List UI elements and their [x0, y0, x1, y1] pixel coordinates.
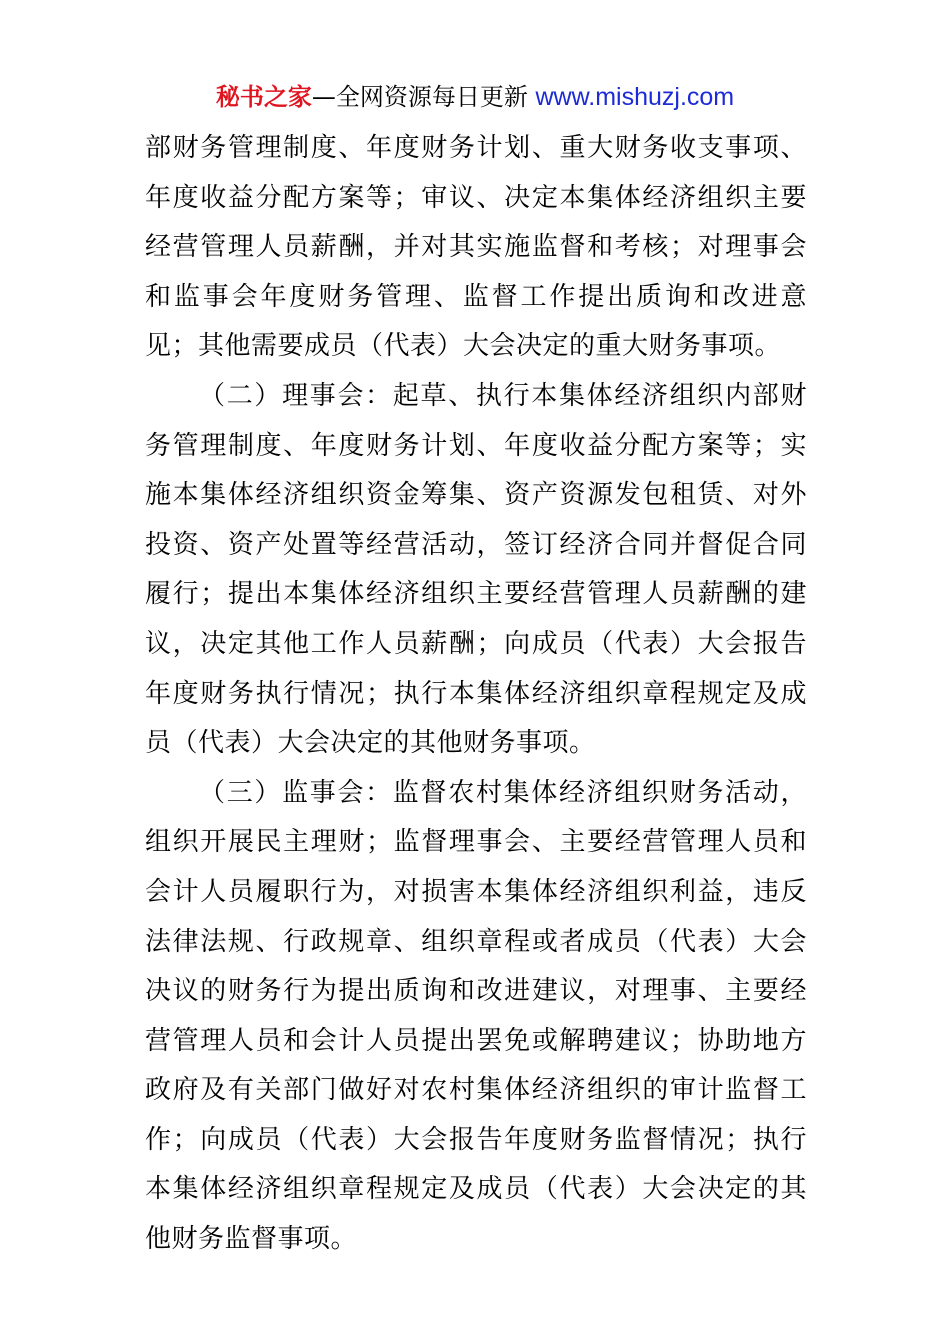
- site-header: [0, 80, 950, 114]
- document-body: [145, 124, 807, 1265]
- paragraph-continuation: 部财务管理制度、年度财务计划、重大财务收支事项、年度收益分配方案等；审议、决定本集体经济组织主要经营管理人员薪酬，并对其实施监督和考核；对理事会和监事会年度财务管理、监督工作提出质询和改进意见；其他需要成员（代表）大会决定的重大财务事项。: [145, 133, 807, 362]
- site-brand: 秘书之家: [215, 83, 312, 111]
- site-tagline: —全网资源每日更新: [311, 83, 528, 111]
- paragraph-supervisory-board: （三）监事会：监督农村集体经济组织财务活动，组织开展民主理财；监督理事会、主要经营管理人员和会计人员履职行为，对损害本集体经济组织利益，违反法律法规、行政规章、组织章程或者成员（代表）大会决议的财务行为提出质询和改进建议，对理事、主要经营管理人员和会计人员提出罢免或解聘建议；协助地方政府及有关部门做好对农村集体经济组织的审计监督工作；向成员（代表）大会报告年度财务监督情况；执行本集体经济组织章程规定及成员（代表）大会决定的其他财务监督事项。: [145, 777, 807, 1255]
- paragraph-board-of-directors: （二）理事会：起草、执行本集体经济组织内部财务管理制度、年度财务计划、年度收益分配方案等；实施本集体经济组织资金筹集、资产资源发包租赁、对外投资、资产处置等经营活动，签订经济合同并督促合同履行；提出本集体经济组织主要经营管理人员薪酬的建议，决定其他工作人员薪酬；向成员（代表）大会报告年度财务执行情况；执行本集体经济组织章程规定及成员（代表）大会决定的其他财务事项。: [145, 380, 807, 759]
- site-url-link[interactable]: www.mishuzj.com: [535, 83, 735, 111]
